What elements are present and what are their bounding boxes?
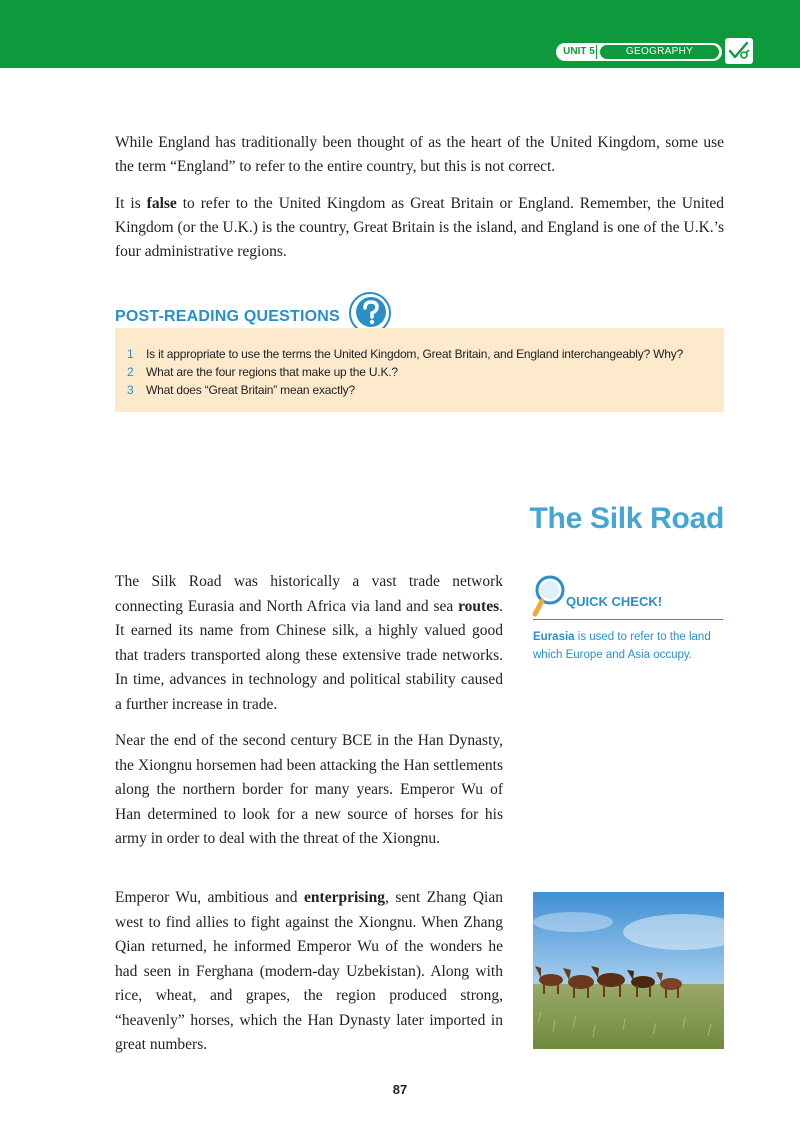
question-number: 3	[127, 383, 134, 397]
silk-road-paragraph-1	[115, 570, 503, 717]
page-number: 87	[392, 1082, 408, 1097]
intro-paragraph-1: While England has traditionally been thought of as the heart of the United Kingdom, some use the term “England” to refer to the entire country, but this is not correct.	[115, 134, 724, 175]
unit-badge	[556, 43, 722, 61]
text-span: . It earned its name from Chinese silk, a highly valued good that traders transported along these extensive trade networks. In time, advances in technology and political stability caused a further increase in trade.	[115, 597, 503, 713]
bold-keyword: enterprising	[304, 889, 385, 906]
bold-keyword: false	[146, 195, 177, 212]
horses-galloping-photo	[533, 892, 724, 1049]
question-number: 1	[127, 347, 134, 361]
quick-check-divider	[533, 619, 723, 620]
silk-road-paragraph-2: Near the end of the second century BCE in the Han Dynasty, the Xiongnu horsemen had been attacking the Han settlements along the northern border for many years. Emperor Wu of Han determined to look for a new source of horses for his army in order to deal with the threat of the Xiongnu.	[115, 732, 503, 847]
bold-keyword: routes	[458, 597, 500, 615]
quick-check-term: Eurasia	[533, 631, 575, 643]
silk-road-paragraph-3	[115, 886, 503, 1058]
quick-check-title: QUICK CHECK!	[566, 594, 663, 609]
quick-check-body	[533, 628, 725, 664]
question-text: What does “Great Britain” mean exactly?	[146, 383, 355, 397]
check-key-icon	[725, 38, 753, 64]
post-reading-title: POST-READING QUESTIONS	[115, 308, 340, 325]
text-span: It is	[115, 195, 147, 212]
subject-label: GEOGRAPHY	[600, 45, 719, 59]
unit-divider	[596, 45, 597, 59]
unit-label: UNIT 5	[563, 46, 595, 57]
question-text: Is it appropriate to use the terms the United Kingdom, Great Britain, and England interchangeably? Why?	[146, 347, 684, 361]
question-number: 2	[127, 365, 134, 379]
text-span: to refer to the United Kingdom as Great Britain or England. Remember, the United Kingdom (or the U.K.) is the country, Great Britain is the island, and England is one of the U.K.’s four administrative regions.	[115, 195, 724, 260]
questions-box	[115, 328, 724, 412]
text-span: , sent Zhang Qian west to find allies to fight against the Xiongnu. When Zhang Qian returned, he informed Emperor Wu of the wonders he had seen in Ferghana (modern-day Uzbekistan). Along with rice, wheat, and grapes, the region produced strong, “heavenly” horses, which the Han Dynasty later imported in great numbers.	[115, 889, 503, 1053]
intro-paragraph-2	[115, 192, 724, 264]
quick-check-definition: is used to refer to the land which Europe and Asia occupy.	[533, 631, 711, 661]
text-span: The Silk Road was historically a vast trade network connecting Eurasia and North Africa via land and sea	[115, 573, 503, 615]
section-title: The Silk Road	[529, 502, 724, 535]
header-bar	[0, 0, 800, 68]
question-text: What are the four regions that make up the U.K.?	[146, 365, 398, 379]
magnifier-icon	[532, 574, 566, 623]
text-span: Emperor Wu, ambitious and	[115, 889, 305, 906]
